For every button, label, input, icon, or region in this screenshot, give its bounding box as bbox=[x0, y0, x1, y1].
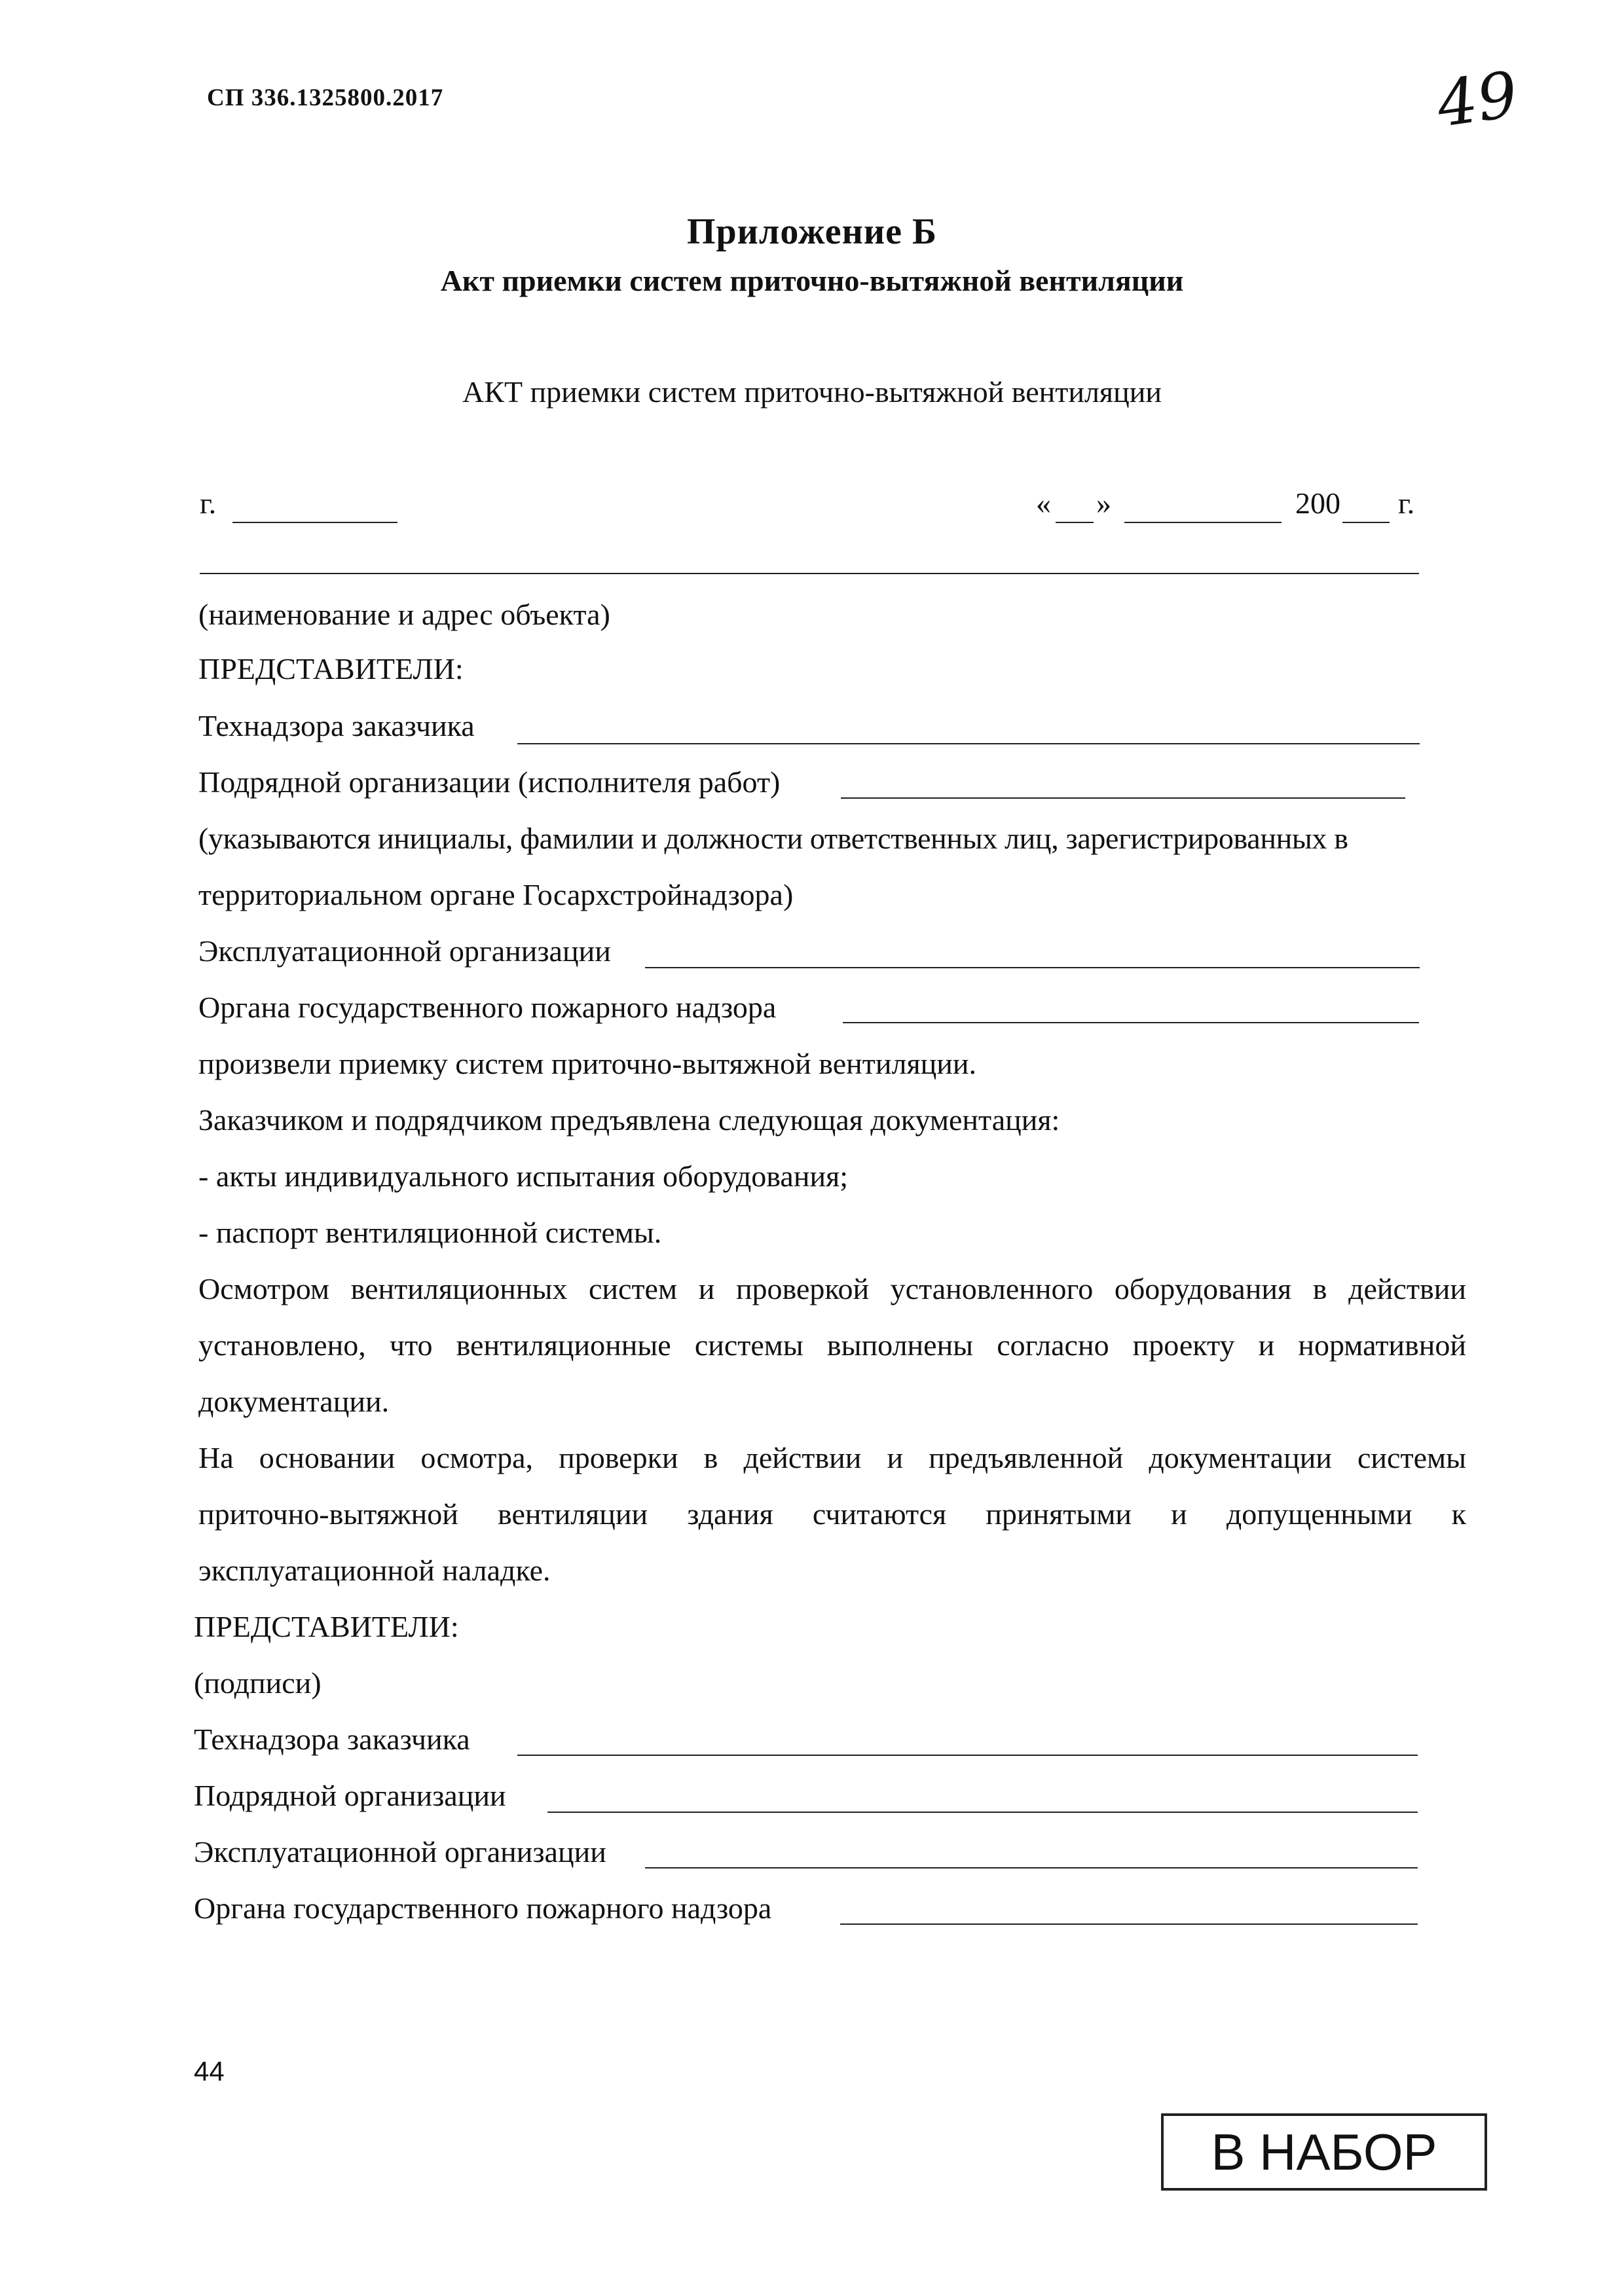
signatures-heading: ПРЕДСТАВИТЕЛИ: bbox=[194, 1610, 459, 1643]
sig-customer-label: Технадзора заказчика bbox=[194, 1722, 470, 1756]
sig-operating-label: Эксплуатационной организации bbox=[194, 1835, 606, 1868]
sig-customer-field[interactable] bbox=[517, 1755, 1418, 1756]
year-prefix: 200 bbox=[1295, 486, 1340, 520]
object-name-hint: (наименование и адрес объекта) bbox=[198, 598, 610, 631]
sig-contractor-field[interactable] bbox=[547, 1812, 1418, 1813]
rep-note-line1: (указываются инициалы, фамилии и должности ответственных лиц, зарегистрированных в bbox=[198, 822, 1348, 855]
rep-fire-field[interactable] bbox=[843, 1022, 1419, 1023]
conclusion-line-1: На основании осмотра, проверки в действии и предъявленной документации системы bbox=[198, 1441, 1466, 1474]
sig-contractor-label: Подрядной организации bbox=[194, 1779, 506, 1812]
in-typesetting-stamp bbox=[1161, 2113, 1487, 2191]
docs-intro-text: Заказчиком и подрядчиком предъявлена следующая документация: bbox=[198, 1103, 1060, 1137]
act-title: АКТ приемки систем приточно-вытяжной вентиляции bbox=[462, 375, 1162, 409]
conclusion-line-3: эксплуатационной наладке. bbox=[198, 1554, 551, 1587]
stamp-text: В НАБОР bbox=[1211, 2123, 1437, 2181]
rep-note-line2: территориальном органе Госархстройнадзора) bbox=[198, 878, 794, 911]
inspection-line-2: установлено, что вентиляционные системы выполнены согласно проекту и нормативной bbox=[198, 1328, 1466, 1362]
sig-operating-field[interactable] bbox=[645, 1867, 1418, 1868]
inspection-line-3: документации. bbox=[198, 1385, 390, 1418]
rep-contractor-field[interactable] bbox=[841, 797, 1405, 799]
performed-text: произвели приемку систем приточно-вытяжной вентиляции. bbox=[198, 1047, 976, 1080]
rep-operating-label: Эксплуатационной организации bbox=[198, 934, 611, 968]
rep-contractor-label: Подрядной организации (исполнителя работ) bbox=[198, 765, 781, 799]
appendix-subtitle: Акт приемки систем приточно-вытяжной вентиляции bbox=[440, 264, 1184, 297]
doc-item-2: - паспорт вентиляционной системы. bbox=[198, 1216, 662, 1249]
month-field[interactable] bbox=[1124, 522, 1282, 523]
page-number: 44 bbox=[194, 2056, 225, 2086]
rep-fire-label: Органа государственного пожарного надзора bbox=[198, 991, 777, 1024]
object-name-field[interactable] bbox=[200, 573, 1419, 574]
rep-customer-field[interactable] bbox=[517, 743, 1420, 744]
handwritten-page-number: 49 bbox=[1432, 58, 1522, 141]
sig-fire-field[interactable] bbox=[840, 1923, 1418, 1925]
year-suffix: г. bbox=[1398, 486, 1415, 520]
date-open-quote: « bbox=[1036, 486, 1051, 520]
doc-item-1: - акты индивидуального испытания оборудования; bbox=[198, 1159, 849, 1193]
rep-customer-label: Технадзора заказчика bbox=[198, 709, 475, 742]
conclusion-line-2: приточно-вытяжной вентиляции здания считаются принятыми и допущенными к bbox=[198, 1497, 1466, 1531]
date-close-quote: » bbox=[1096, 486, 1111, 520]
sig-fire-label: Органа государственного пожарного надзора bbox=[194, 1891, 772, 1925]
rep-operating-field[interactable] bbox=[645, 967, 1420, 968]
day-field[interactable] bbox=[1056, 522, 1094, 523]
year-field[interactable] bbox=[1342, 522, 1390, 523]
city-field[interactable] bbox=[232, 522, 397, 523]
document-code: СП 336.1325800.2017 bbox=[207, 84, 444, 111]
representatives-heading: ПРЕДСТАВИТЕЛИ: bbox=[198, 652, 464, 685]
signatures-hint: (подписи) bbox=[194, 1666, 322, 1700]
city-label: г. bbox=[200, 486, 217, 520]
appendix-title: Приложение Б bbox=[686, 211, 938, 252]
inspection-line-1: Осмотром вентиляционных систем и проверкой установленного оборудования в действии bbox=[198, 1272, 1466, 1305]
